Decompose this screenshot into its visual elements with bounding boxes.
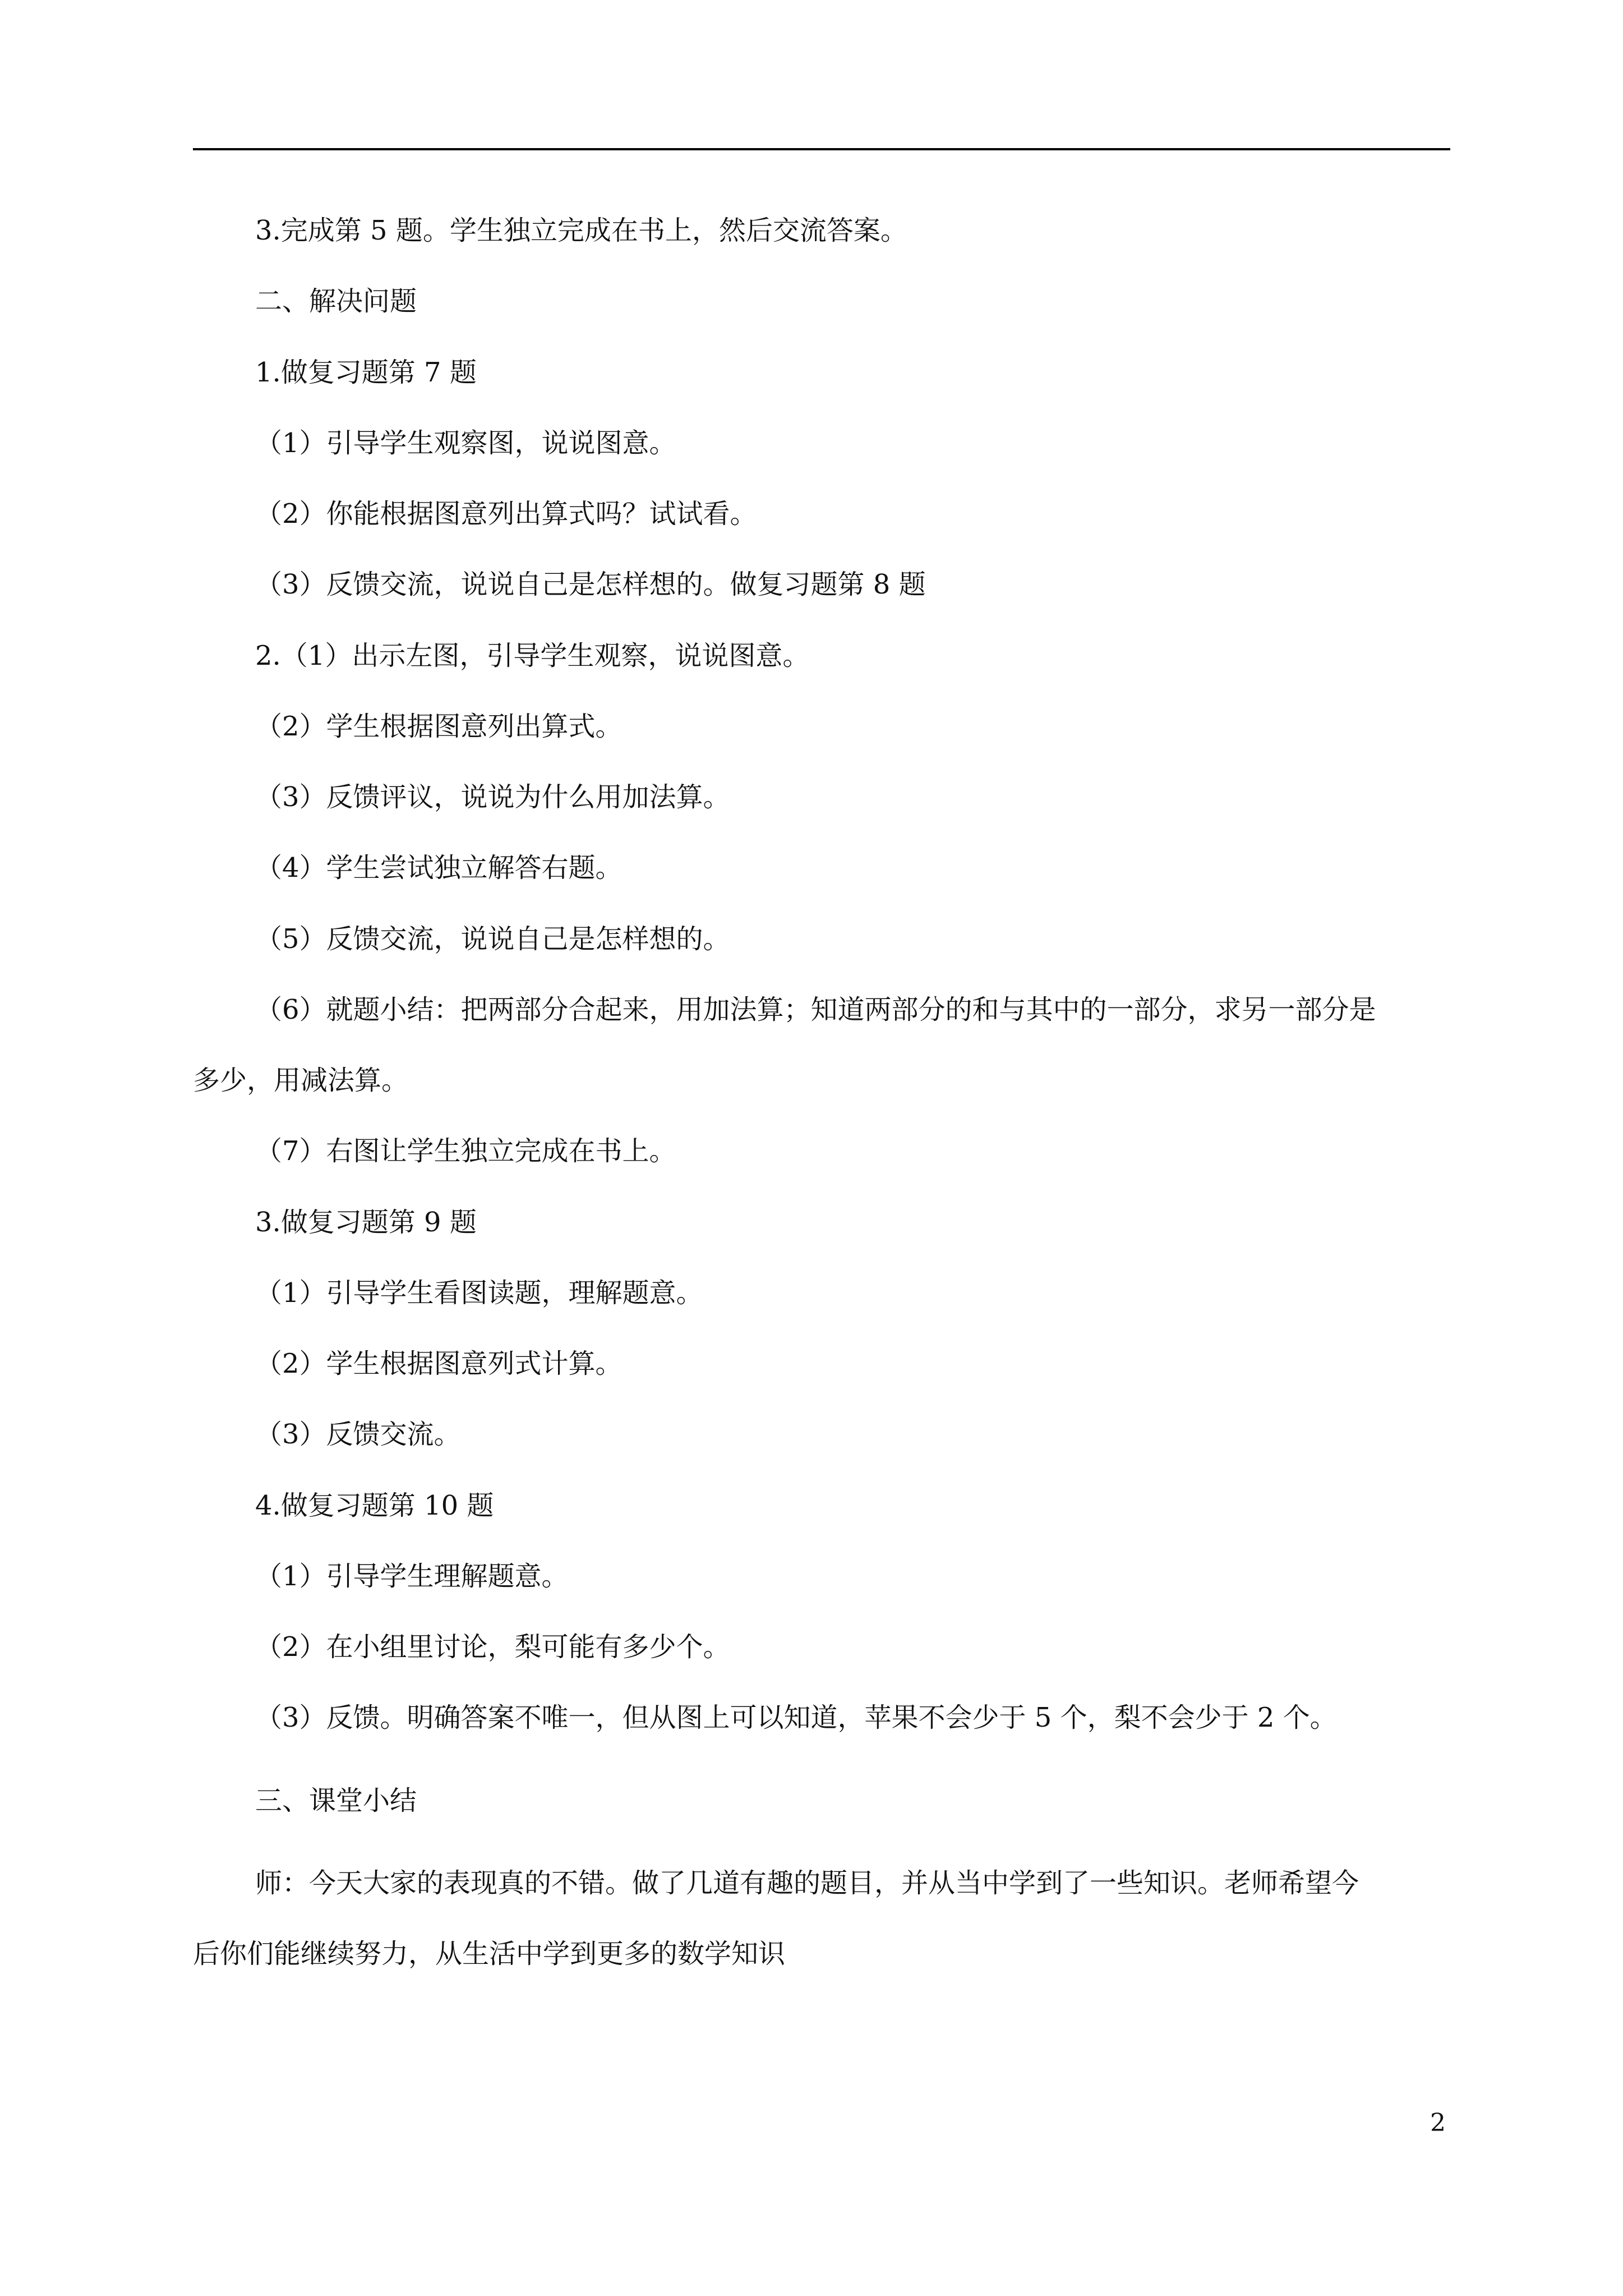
paragraph-item: （5）反馈交流，说说自己是怎样想的。 [255, 923, 730, 955]
paragraph-review-exercise-10: 4.做复习题第 10 题 [255, 1490, 494, 1521]
header-rule [193, 148, 1450, 150]
paragraph-item: 2.（1）出示左图，引导学生观察，说说图意。 [255, 640, 810, 671]
section-heading-solve-problems: 二、解决问题 [255, 286, 417, 317]
page-number: 2 [1430, 2109, 1446, 2137]
paragraph-summary-line-1: （6）就题小结：把两部分合起来，用加法算；知道两部分的和与其中的一部分，求另一部分是 [255, 994, 1376, 1025]
paragraph-item: （2）你能根据图意列出算式吗？试试看。 [255, 498, 757, 530]
paragraph-item: （1）引导学生看图读题，理解题意。 [255, 1277, 703, 1309]
paragraph-item: （2）学生根据图意列式计算。 [255, 1348, 623, 1379]
section-heading-class-summary: 三、课堂小结 [255, 1785, 417, 1816]
paragraph-step-3-exercise-5: 3.完成第 5 题。学生独立完成在书上，然后交流答案。 [255, 215, 907, 246]
paragraph-item: （3）反馈评议，说说为什么用加法算。 [255, 781, 730, 813]
paragraph-item: （3）反馈。明确答案不唯一，但从图上可以知道，苹果不会少于 5 个，梨不会少于 2 个。 [255, 1702, 1337, 1733]
paragraph-item: （3）反馈交流。 [255, 1419, 461, 1450]
paragraph-item: （2）在小组里讨论，梨可能有多少个。 [255, 1631, 730, 1663]
paragraph-item: （1）引导学生理解题意。 [255, 1561, 569, 1592]
paragraph-item: （7）右图让学生独立完成在书上。 [255, 1135, 676, 1167]
paragraph-item: （2）学生根据图意列出算式。 [255, 711, 623, 742]
paragraph-item: （1）引导学生观察图，说说图意。 [255, 427, 676, 459]
paragraph-teacher-remarks-line-1: 师：今天大家的表现真的不错。做了几道有趣的题目，并从当中学到了一些知识。老师希望今 [255, 1867, 1359, 1899]
paragraph-item: （3）反馈交流，说说自己是怎样想的。做复习题第 8 题 [255, 569, 926, 600]
paragraph-item: （4）学生尝试独立解答右题。 [255, 852, 623, 884]
paragraph-summary-line-2: 多少，用减法算。 [193, 1065, 409, 1096]
paragraph-review-exercise-7: 1.做复习题第 7 题 [255, 357, 477, 388]
paragraph-review-exercise-9: 3.做复习题第 9 题 [255, 1207, 477, 1238]
paragraph-teacher-remarks-line-2: 后你们能继续努力，从生活中学到更多的数学知识 [193, 1938, 786, 1970]
